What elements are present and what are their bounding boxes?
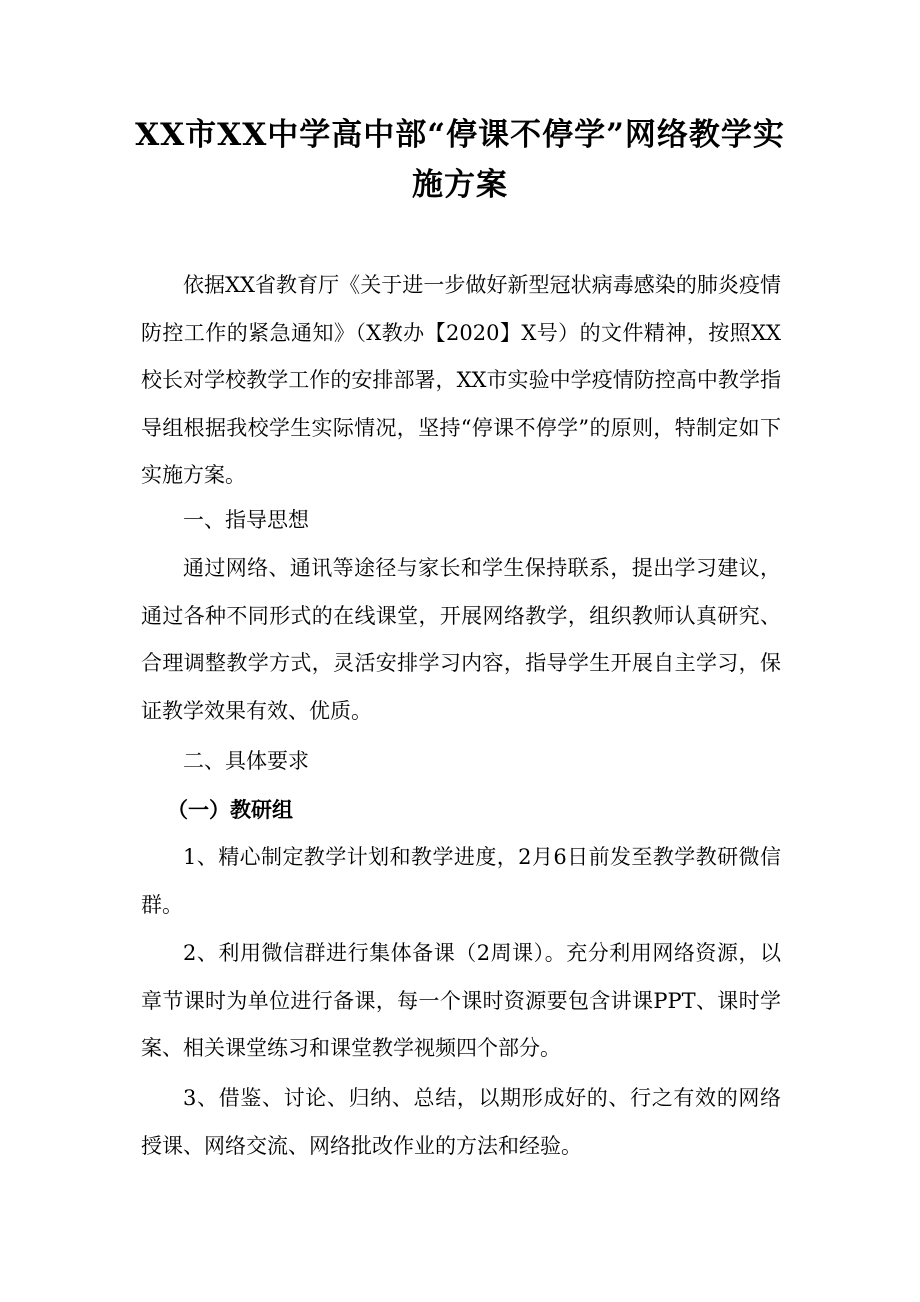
- requirement-item-1: 1、精心制定教学计划和教学进度，2月6日前发至教学教研微信群。: [141, 845, 781, 917]
- subsection-heading-teaching-research-group: （一）教研组: [167, 797, 293, 822]
- document-title: XX市XX中学高中部“停课不停学”网络教学实施方案: [135, 117, 785, 203]
- requirement-item-2: 2、利用微信群进行集体备课（2周课）。充分利用网络资源，以章节课时为单位进行备课，每一个课时资源要包含讲课PPT、课时学案、相关课堂练习和课堂教学视频四个部分。: [141, 941, 781, 1060]
- section-heading-guiding-ideology: 一、指导思想: [183, 508, 309, 532]
- guiding-ideology-paragraph: 通过网络、通讯等途径与家长和学生保持联系，提出学习建议，通过各种不同形式的在线课堂，开展网络教学，组织教师认真研究、合理调整教学方式，灵活安排学习内容，指导学生开展自主学习，保证教学效果有效、优质。: [141, 556, 781, 723]
- requirement-item-3: 3、借鉴、讨论、归纳、总结，以期形成好的、行之有效的网络授课、网络交流、网络批改作业的方法和经验。: [141, 1086, 781, 1158]
- intro-paragraph: 依据XX省教育厅《关于进一步做好新型冠状病毒感染的肺炎疫情防控工作的紧急通知》（X教办【2020】X号）的文件精神，按照XX校长对学校教学工作的安排部署，XX市实验中学疫情防控高中教学指导组根据我校学生实际情况，坚持“停课不停学”的原则，特制定如下实施方案。: [141, 273, 781, 487]
- section-heading-specific-requirements: 二、具体要求: [183, 749, 309, 773]
